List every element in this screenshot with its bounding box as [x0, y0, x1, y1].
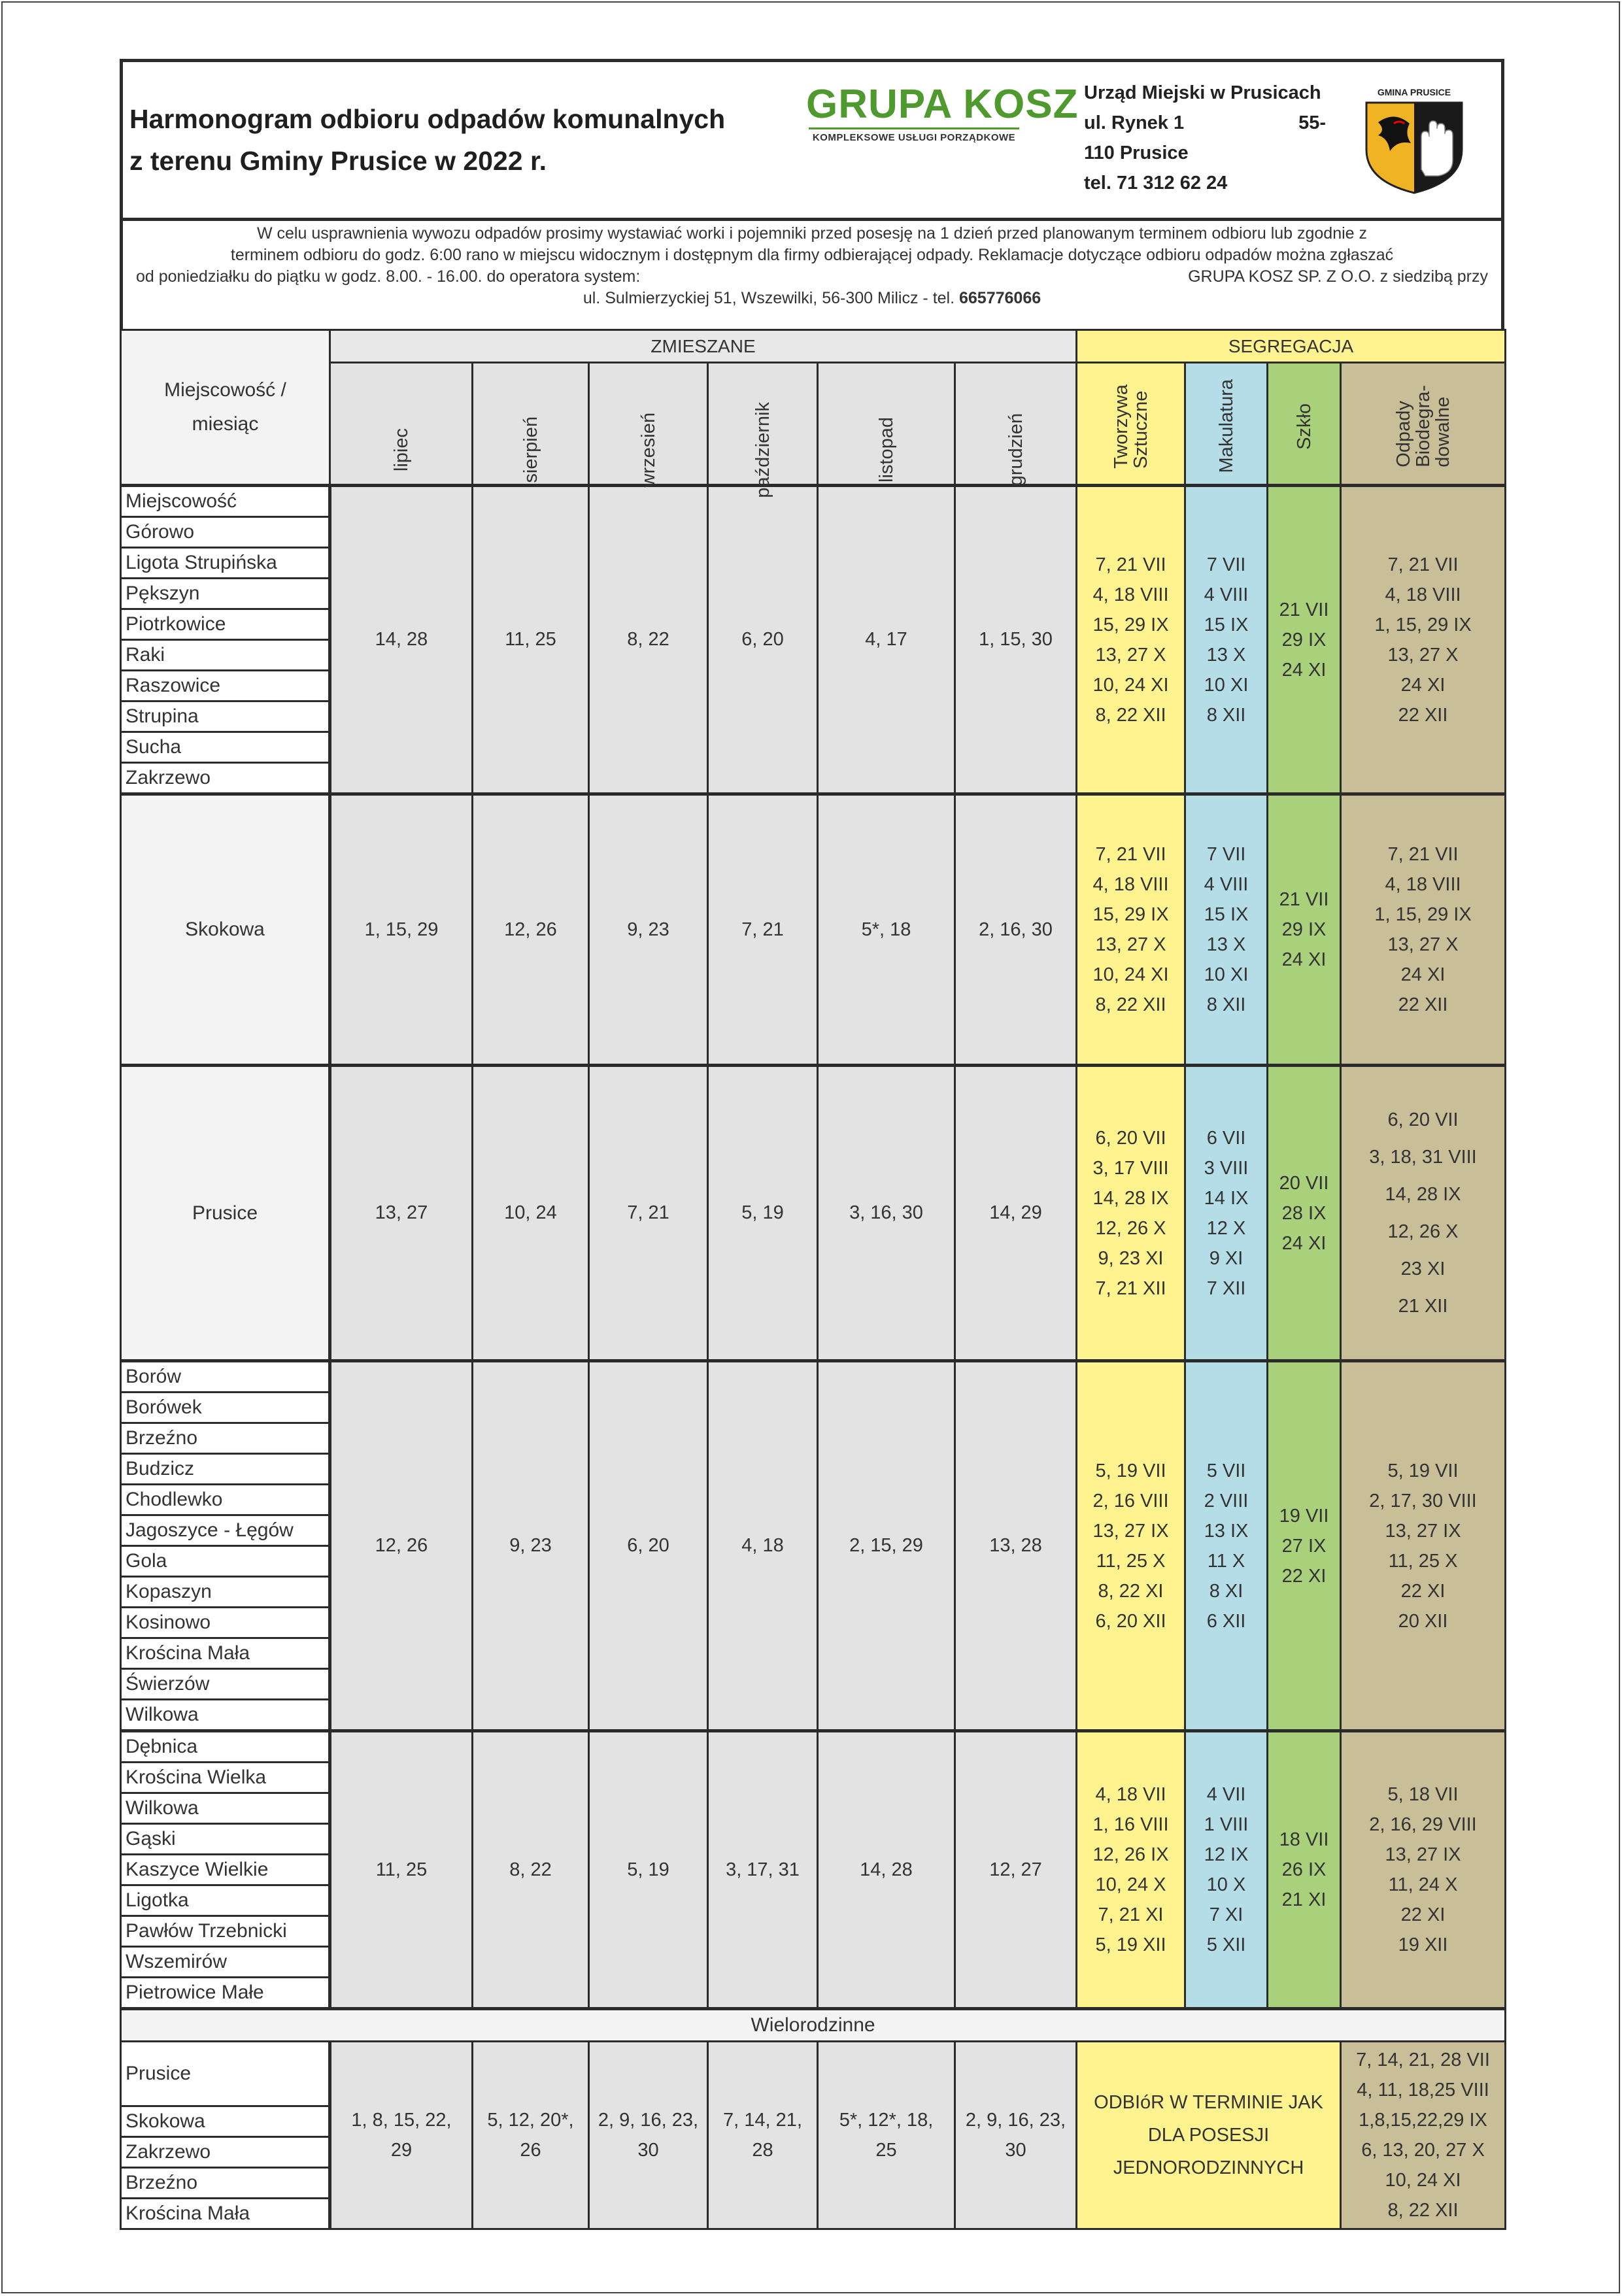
month-label: październik — [752, 401, 773, 498]
glass-dates: 19 VII 27 IX 22 XI — [1268, 1361, 1341, 1731]
location-cell: Gąski — [121, 1824, 330, 1855]
mixed-cell: 11, 25 — [330, 1731, 473, 2009]
location-cell: Prusice — [121, 2042, 330, 2106]
bio-dates: 5, 18 VII 2, 16, 29 VIII 13, 27 IX 11, 24 X 22 XI 19 XII — [1341, 1731, 1506, 2009]
location-cell: Borówek — [121, 1393, 330, 1423]
mixed-cell: 8, 22 — [473, 1731, 589, 2009]
crest-icon — [1359, 97, 1470, 195]
mixed-cell: 10, 24 — [473, 1066, 589, 1361]
location-cell: Dębnica — [121, 1731, 330, 1763]
plastic-dates: 5, 19 VII 2, 16 VIII 13, 27 IX 11, 25 X 8, 22 XI 6, 20 XII — [1077, 1361, 1185, 1731]
seg-label: Tworzywa Sztuczne — [1110, 384, 1151, 469]
header — [120, 59, 1504, 221]
location-cell: Borów — [121, 1361, 330, 1393]
seg-header-plastic — [1077, 363, 1185, 486]
glass-dates: 21 VII 29 IX 24 XI — [1268, 794, 1341, 1066]
office-phone: tel. 71 312 62 24 — [1084, 173, 1228, 194]
office-street: ul. Rynek 1 — [1084, 112, 1185, 133]
paper-dates: 6 VII 3 VIII 14 IX 12 X 9 XI 7 XII — [1185, 1066, 1268, 1361]
grupa-kosz-logo — [806, 82, 1079, 143]
office-city: 110 Prusice — [1084, 143, 1189, 163]
notice-line-3-right: GRUPA KOSZ SP. Z O.O. z siedzibą przy — [1188, 267, 1488, 286]
mixed-cell: 2, 9, 16, 23, 30 — [955, 2042, 1077, 2229]
logo-sub-text: KOMPLEKSOWE USŁUGI PORZĄDKOWE — [812, 132, 1016, 143]
location-cell: Wilkowa — [121, 1793, 330, 1824]
plastic-dates: 7, 21 VII 4, 18 VIII 15, 29 IX 13, 27 X 10, 24 XI 8, 22 XII — [1077, 794, 1185, 1066]
month-label: grudzień — [1005, 413, 1026, 486]
bio-dates: 7, 21 VII 4, 18 VIII 1, 15, 29 IX 13, 27 X 24 XI 22 XII — [1341, 794, 1506, 1066]
notice-line-2: terminem odbioru do godz. 6:00 rano w miejscu widocznym i dostępnym dla firmy odbierającej odpady. Reklamacje dotyczące odbioru odpadów można zgłaszać — [230, 246, 1394, 264]
mixed-cell: 3, 17, 31 — [708, 1731, 818, 2009]
mixed-cell: 12, 26 — [330, 1361, 473, 1731]
operator-phone: 665776066 — [959, 289, 1041, 307]
group-header-mixed: ZMIESZANE — [330, 330, 1077, 363]
mixed-cell: 8, 22 — [589, 486, 708, 794]
mixed-cell: 14, 29 — [955, 1066, 1077, 1361]
month-header-oct — [708, 363, 818, 498]
month-label: lipiec — [390, 428, 412, 472]
mixed-cell: 13, 28 — [955, 1361, 1077, 1731]
seg-header-glass — [1268, 363, 1341, 486]
location-cell: Prusice — [121, 1066, 330, 1361]
notice-line-3-left: od poniedziałku do piątku w godz. 8.00. - 16.00. do operatora system: — [136, 267, 641, 286]
office-street-row — [1084, 108, 1345, 138]
office-postal-prefix: 55- — [1298, 112, 1326, 133]
month-header-sep — [589, 363, 708, 486]
mixed-cell: 9, 23 — [473, 1361, 589, 1731]
mixed-cell: 2, 16, 30 — [955, 794, 1077, 1066]
bio-dates: 6, 20 VII 3, 18, 31 VIII 14, 28 IX 12, 26 X 23 XI 21 XII — [1341, 1066, 1506, 1361]
location-cell: Gola — [121, 1546, 330, 1577]
location-cell: Kaszyce Wielkie — [121, 1855, 330, 1885]
seg-header-bio — [1341, 363, 1506, 486]
location-cell: Wszemirów — [121, 1947, 330, 1978]
mixed-cell: 7, 21 — [708, 794, 818, 1066]
document-title — [129, 98, 914, 182]
location-cell: Zakrzewo — [121, 2137, 330, 2168]
location-cell: Wilkowa — [121, 1700, 330, 1731]
location-cell: Brzeźno — [121, 1423, 330, 1454]
title-line-2: z terenu Gminy Prusice w 2022 r. — [129, 146, 547, 176]
multi-family-segregation-note: ODBIóR W TERMINIE JAK DLA POSESJI JEDNORODZINNYCH — [1077, 2042, 1341, 2229]
location-cell: Ligotka — [121, 1885, 330, 1916]
bio-dates: 7, 14, 21, 28 VII 4, 11, 18,25 VIII 1,8,15,22,29 IX 6, 13, 20, 27 X 10, 24 XI 8, 22 XII — [1341, 2042, 1506, 2229]
gmina-crest — [1359, 87, 1470, 199]
location-cell: Krościna Wielka — [121, 1763, 330, 1793]
mixed-cell: 5*, 12*, 18, 25 — [818, 2042, 955, 2229]
mixed-cell: 7, 21 — [589, 1066, 708, 1361]
location-cell: Raszowice — [121, 671, 330, 701]
mixed-cell: 5, 12, 20*, 26 — [473, 2042, 589, 2229]
glass-dates: 20 VII 28 IX 24 XI — [1268, 1066, 1341, 1361]
mixed-cell: 3, 16, 30 — [818, 1066, 955, 1361]
location-cell: Krościna Mała — [121, 2199, 330, 2229]
mixed-cell: 2, 9, 16, 23, 30 — [589, 2042, 708, 2229]
plastic-dates: 6, 20 VII 3, 17 VIII 14, 28 IX 12, 26 X 9, 23 XI 7, 21 XII — [1077, 1066, 1185, 1361]
month-label: listopad — [875, 417, 897, 482]
location-cell: Górowo — [121, 517, 330, 548]
month-header-dec — [955, 363, 1077, 486]
location-cell: Raki — [121, 640, 330, 671]
mixed-cell: 5, 19 — [708, 1066, 818, 1361]
mixed-cell: 12, 27 — [955, 1731, 1077, 2009]
month-header-nov — [818, 363, 955, 486]
logo-main-text: GRUPA KOSZ — [806, 82, 1079, 127]
paper-dates: 5 VII 2 VIII 13 IX 11 X 8 XI 6 XII — [1185, 1361, 1268, 1731]
title-line-1: Harmonogram odbioru odpadów komunalnych — [129, 104, 726, 134]
bio-dates: 5, 19 VII 2, 17, 30 VIII 13, 27 IX 11, 25 X 22 XI 20 XII — [1341, 1361, 1506, 1731]
mixed-cell: 5*, 18 — [818, 794, 955, 1066]
seg-label: Makulatura — [1215, 379, 1237, 473]
mixed-cell: 1, 15, 30 — [955, 486, 1077, 794]
location-cell: Jagoszyce - Łęgów — [121, 1515, 330, 1546]
location-cell: Sucha — [121, 732, 330, 763]
mixed-cell: 5, 19 — [589, 1731, 708, 2009]
mixed-cell: 6, 20 — [589, 1361, 708, 1731]
group-header-segregation: SEGREGACJA — [1077, 330, 1506, 363]
mixed-cell: 4, 18 — [708, 1361, 818, 1731]
glass-dates: 18 VII 26 IX 21 XI — [1268, 1731, 1341, 2009]
month-label: wrzesień — [637, 412, 659, 488]
mixed-cell: 6, 20 — [708, 486, 818, 794]
crest-label: GMINA PRUSICE — [1377, 87, 1451, 97]
notice-line-1: W celu usprawnienia wywozu odpadów prosimy wystawiać worki i pojemniki przed posesję na 1 dzień przed planowanym terminem odbioru lub zgodnie z — [256, 224, 1368, 243]
office-name: Urząd Miejski w Prusicach — [1084, 82, 1321, 103]
month-header-jul — [330, 363, 473, 486]
location-cell: Chodlewko — [121, 1485, 330, 1515]
location-cell: Pększyn — [121, 579, 330, 609]
location-cell: Skokowa — [121, 2106, 330, 2137]
glass-dates: 21 VII 29 IX 24 XI — [1268, 486, 1341, 794]
operator-address: ul. Sulmierzyckiej 51, Wszewilki, 56-300 Milicz - tel. — [583, 289, 959, 307]
seg-header-paper — [1185, 363, 1268, 486]
month-header-aug — [473, 363, 589, 486]
notice-line-3 — [123, 266, 1501, 288]
location-cell: Miejscowość — [121, 486, 330, 517]
office-address — [1084, 78, 1345, 198]
bio-dates: 7, 21 VII 4, 18 VIII 1, 15, 29 IX 13, 27 X 24 XI 22 XII — [1341, 486, 1506, 794]
multi-family-header: Wielorodzinne — [121, 2009, 1506, 2042]
notice-line-4 — [123, 288, 1501, 309]
location-cell: Piotrkowice — [121, 609, 330, 640]
location-cell: Pietrowice Małe — [121, 1978, 330, 2009]
logo-rule — [809, 127, 1019, 129]
mixed-cell: 2, 15, 29 — [818, 1361, 955, 1731]
paper-dates: 7 VII 4 VIII 15 IX 13 X 10 XI 8 XII — [1185, 794, 1268, 1066]
mixed-cell: 14, 28 — [818, 1731, 955, 2009]
seg-label: Odpady Biodegra- dowalne — [1393, 385, 1453, 467]
mixed-cell: 14, 28 — [330, 486, 473, 794]
mixed-cell: 9, 23 — [589, 794, 708, 1066]
location-cell: Pawłów Trzebnicki — [121, 1916, 330, 1947]
location-cell: Ligota Strupińska — [121, 548, 330, 579]
plastic-dates: 7, 21 VII 4, 18 VIII 15, 29 IX 13, 27 X 10, 24 XI 8, 22 XII — [1077, 486, 1185, 794]
location-cell: Budzicz — [121, 1454, 330, 1485]
corner-header: Miejscowość / miesiąc — [121, 330, 330, 486]
plastic-dates: 4, 18 VII 1, 16 VIII 12, 26 IX 10, 24 X 7, 21 XI 5, 19 XII — [1077, 1731, 1185, 2009]
mixed-cell: 1, 8, 15, 22, 29 — [330, 2042, 473, 2229]
location-cell: Krościna Mała — [121, 1638, 330, 1669]
paper-dates: 4 VII 1 VIII 12 IX 10 X 7 XI 5 XII — [1185, 1731, 1268, 2009]
location-cell: Strupina — [121, 701, 330, 732]
location-cell: Skokowa — [121, 794, 330, 1066]
mixed-cell: 1, 15, 29 — [330, 794, 473, 1066]
mixed-cell: 7, 14, 21, 28 — [708, 2042, 818, 2229]
seg-label: Szkło — [1293, 403, 1315, 450]
location-cell: Zakrzewo — [121, 763, 330, 794]
location-cell: Kosinowo — [121, 1608, 330, 1638]
location-cell: Kopaszyn — [121, 1577, 330, 1608]
mixed-cell: 12, 26 — [473, 794, 589, 1066]
month-label: sierpień — [520, 416, 541, 483]
schedule-table — [120, 329, 1506, 2230]
mixed-cell: 4, 17 — [818, 486, 955, 794]
location-cell: Świerzów — [121, 1669, 330, 1700]
mixed-cell: 13, 27 — [330, 1066, 473, 1361]
collection-notice — [120, 218, 1504, 332]
mixed-cell: 11, 25 — [473, 486, 589, 794]
location-cell: Brzeźno — [121, 2168, 330, 2199]
paper-dates: 7 VII 4 VIII 15 IX 13 X 10 XI 8 XII — [1185, 486, 1268, 794]
